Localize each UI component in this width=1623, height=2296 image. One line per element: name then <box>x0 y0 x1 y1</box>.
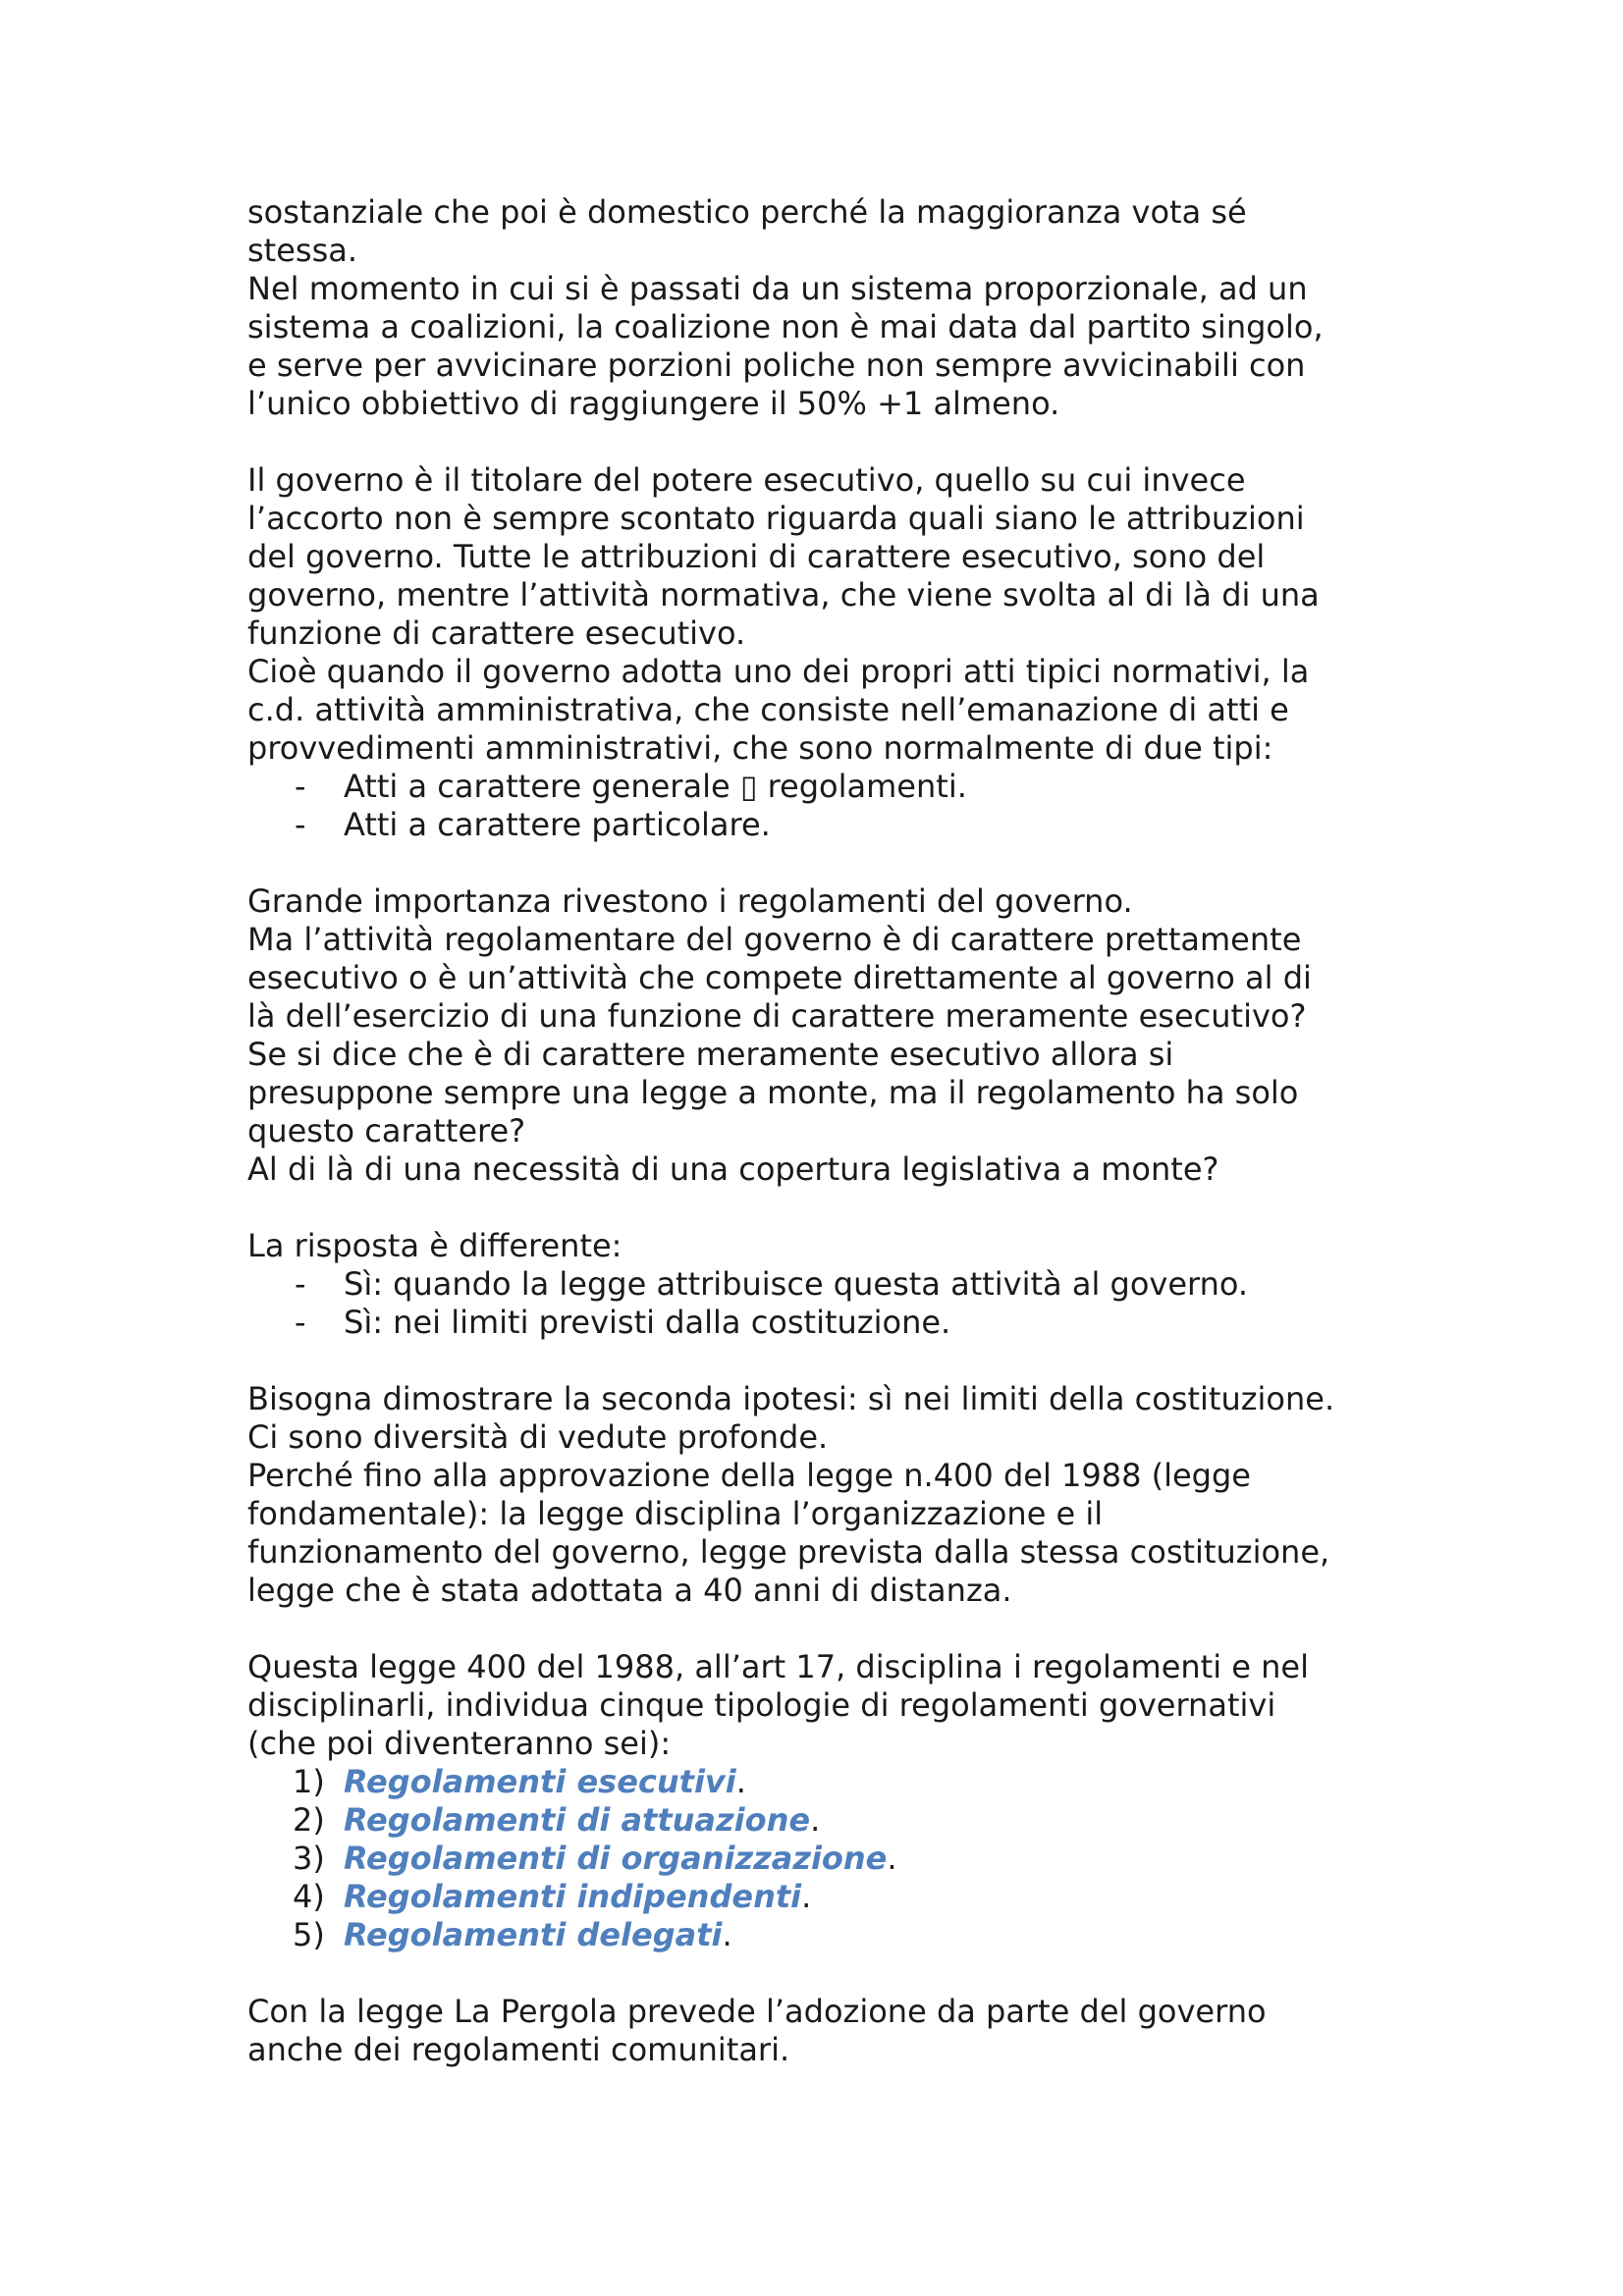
text-line: Con la legge La Pergola prevede l’adozione da parte del governo <box>247 1993 1267 2030</box>
paragraph-5 <box>247 1380 1505 1610</box>
list-number: 4) <box>293 1878 325 1915</box>
text-line: Ci sono diversità di vedute profonde. <box>247 1418 829 1456</box>
paragraph-1 <box>247 193 1505 423</box>
list-punctuation: . <box>722 1916 732 1953</box>
atti-list <box>247 768 1505 844</box>
list-marker: - <box>295 768 306 805</box>
text-line: Ma l’attività regolamentare del governo è di carattere prettamente <box>247 921 1302 958</box>
text-line: Il governo è il titolare del potere esecutivo, quello su cui invece <box>247 461 1246 499</box>
list-number: 1) <box>293 1763 325 1800</box>
text-line: Perché fino alla approvazione della legge n.400 del 1988 (legge <box>247 1457 1251 1494</box>
text-line: l’unico obbiettivo di raggiungere il 50% +1 almeno. <box>247 385 1060 422</box>
paragraph-3 <box>247 882 1505 1189</box>
list-item <box>247 1840 1505 1878</box>
text-line: presuppone sempre una legge a monte, ma il regolamento ha solo <box>247 1074 1299 1111</box>
list-item-text: Sì: nei limiti previsti dalla costituzione. <box>344 1304 951 1341</box>
text-line: anche dei regolamenti comunitari. <box>247 2031 790 2068</box>
list-punctuation: . <box>810 1801 821 1839</box>
list-item-text: Atti a carattere particolare. <box>344 806 771 843</box>
list-item <box>247 768 1505 806</box>
regolamenti-list <box>247 1763 1505 1954</box>
list-punctuation: . <box>887 1840 897 1877</box>
list-marker: - <box>295 1304 306 1341</box>
link-regolamenti-indipendenti[interactable]: Regolamenti indipendenti <box>344 1878 802 1915</box>
text-line: legge che è stata adottata a 40 anni di distanza. <box>247 1572 1012 1609</box>
text-line: disciplinarli, individua cinque tipologie di regolamenti governativi <box>247 1686 1276 1724</box>
list-punctuation: . <box>801 1878 812 1915</box>
paragraph-7 <box>247 1993 1505 2069</box>
text-line: Questa legge 400 del 1988, all’art 17, disciplina i regolamenti e nel <box>247 1648 1309 1685</box>
paragraph-4 <box>247 1227 1505 1342</box>
text-line: del governo. Tutte le attribuzioni di carattere esecutivo, sono del <box>247 538 1266 575</box>
list-item <box>247 1916 1505 1954</box>
text-line: l’accorto non è sempre scontato riguarda quali siano le attribuzioni <box>247 500 1305 537</box>
link-regolamenti-delegati[interactable]: Regolamenti delegati <box>344 1916 723 1953</box>
text-line: sistema a coalizioni, la coalizione non è mai data dal partito singolo, <box>247 308 1324 346</box>
text-line: esecutivo o è un’attività che compete direttamente al governo al di <box>247 959 1312 996</box>
list-marker: - <box>295 1265 306 1303</box>
list-item <box>247 1265 1505 1304</box>
text-line: là dell’esercizio di una funzione di carattere meramente esecutivo? <box>247 997 1307 1035</box>
list-marker: - <box>295 806 306 843</box>
text-line: funzionamento del governo, legge prevista dalla stessa costituzione, <box>247 1533 1330 1571</box>
text-line: La risposta è differente: <box>247 1227 622 1264</box>
text-line: Cioè quando il governo adotta uno dei propri atti tipici normativi, la <box>247 653 1310 690</box>
list-item <box>247 1304 1505 1342</box>
paragraph-6 <box>247 1648 1505 1954</box>
text-line: stessa. <box>247 232 358 269</box>
list-item-text: Sì: quando la legge attribuisce questa attività al governo. <box>344 1265 1249 1303</box>
link-regolamenti-esecutivi[interactable]: Regolamenti esecutivi <box>344 1763 736 1800</box>
list-item <box>247 1801 1505 1840</box>
text-line: provvedimenti amministrativi, che sono normalmente di due tipi: <box>247 729 1273 767</box>
text-line: Nel momento in cui si è passati da un sistema proporzionale, ad un <box>247 270 1308 307</box>
text-line: (che poi diventeranno sei): <box>247 1725 672 1762</box>
list-number: 3) <box>293 1840 325 1877</box>
text-line: funzione di carattere esecutivo. <box>247 614 746 652</box>
list-item <box>247 806 1505 844</box>
text-line: sostanziale che poi è domestico perché la maggioranza vota sé <box>247 193 1247 231</box>
text-line: governo, mentre l’attività normativa, che viene svolta al di là di una <box>247 576 1320 614</box>
text-line: e serve per avvicinare porzioni poliche non sempre avvicinabili con <box>247 347 1306 384</box>
paragraph-2 <box>247 461 1505 844</box>
text-line: fondamentale): la legge disciplina l’organizzazione e il <box>247 1495 1104 1532</box>
list-number: 2) <box>293 1801 325 1839</box>
list-item-text: Atti a carattere generale ▯ regolamenti. <box>344 768 967 805</box>
link-regolamenti-di-organizzazione[interactable]: Regolamenti di organizzazione <box>344 1840 888 1877</box>
text-line: Al di là di una necessità di una copertura legislativa a monte? <box>247 1150 1219 1188</box>
list-number: 5) <box>293 1916 325 1953</box>
list-punctuation: . <box>735 1763 746 1800</box>
link-regolamenti-di-attuazione[interactable]: Regolamenti di attuazione <box>344 1801 811 1839</box>
text-line: Grande importanza rivestono i regolamenti del governo. <box>247 882 1133 920</box>
text-line: questo carattere? <box>247 1112 526 1149</box>
risposta-list <box>247 1265 1505 1342</box>
text-line: Bisogna dimostrare la seconda ipotesi: sì nei limiti della costituzione. <box>247 1380 1335 1417</box>
list-item <box>247 1878 1505 1916</box>
text-line: Se si dice che è di carattere meramente esecutivo allora si <box>247 1036 1174 1073</box>
list-item <box>247 1763 1505 1801</box>
text-line: c.d. attività amministrativa, che consiste nell’emanazione di atti e <box>247 691 1289 728</box>
